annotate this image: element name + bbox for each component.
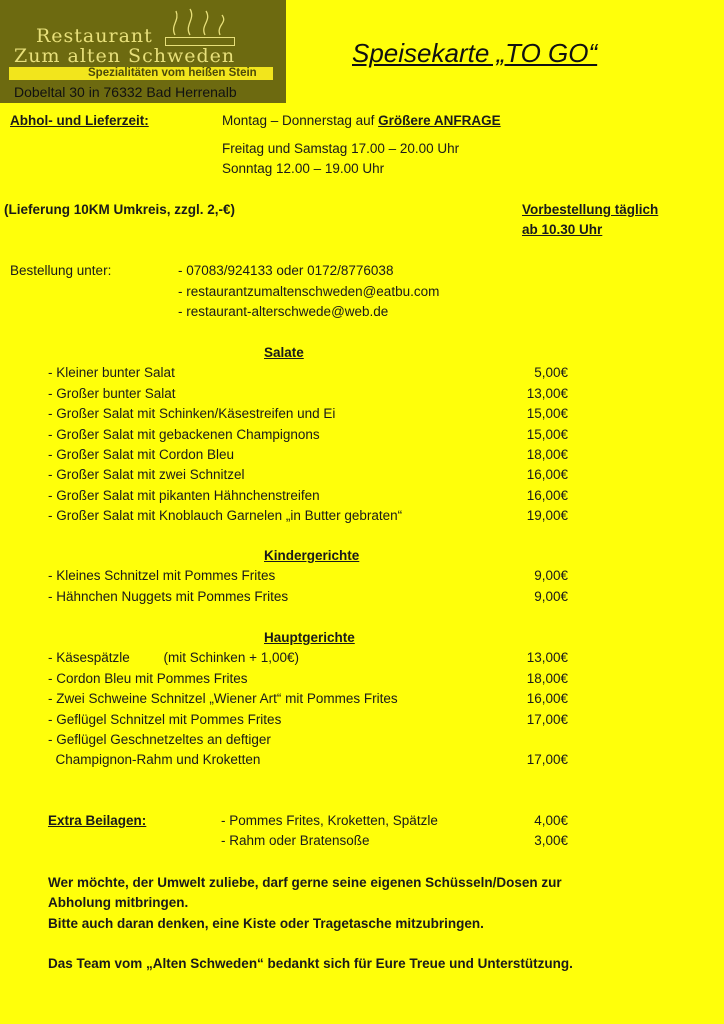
menu-item-name: - Großer Salat mit zwei Schnitzel [48, 467, 245, 483]
menu-item-price: 9,00€ [534, 568, 568, 584]
section-heading: Salate [264, 345, 304, 360]
hours-label: Abhol- und Lieferzeit: [10, 113, 149, 128]
note-line: Das Team vom „Alten Schweden“ bedankt sich für Eure Treue und Unterstützung. [48, 956, 573, 971]
menu-item-name: - Geflügel Geschnetzeltes an deftiger [48, 732, 271, 747]
extra-item-price: 4,00€ [534, 813, 568, 828]
menu-item-price: 19,00€ [526, 508, 568, 524]
menu-item-price: 18,00€ [526, 447, 568, 462]
order-label: Bestellung unter: [10, 263, 112, 278]
extra-item-price: 3,00€ [534, 833, 568, 849]
order-email1: - restaurantzumaltenschweden@eatbu.com [178, 284, 440, 299]
hours-line3: Sonntag 12.00 – 19.00 Uhr [222, 161, 385, 176]
preorder-line2: ab 10.30 Uhr [522, 222, 603, 237]
order-phone: - 07083/924133 oder 0172/8776038 [178, 263, 394, 278]
menu-item-name: - Großer Salat mit Cordon Bleu [48, 447, 235, 462]
logo-address: Dobeltal 30 in 76332 Bad Herrenalb [14, 84, 237, 100]
menu-item-price: 17,00€ [526, 711, 568, 727]
extra-item-name: - Pommes Frites, Kroketten, Spätzle [221, 813, 438, 828]
note-line: Abholung mitbringen. [48, 895, 189, 910]
hours-line1-emph: Größere ANFRAGE [378, 113, 501, 128]
menu-item-price: 13,00€ [526, 650, 568, 666]
menu-item-name: - Kleines Schnitzel mit Pommes Frites [48, 568, 276, 584]
note-line: Bitte auch daran denken, eine Kiste oder Tragetasche mitzubringen. [48, 916, 484, 931]
menu-item-name: - Hähnchen Nuggets mit Pommes Frites [48, 588, 289, 604]
menu-item-name: - Großer Salat mit Knoblauch Garnelen „in Butter gebraten“ [48, 508, 403, 524]
order-email2: - restaurant-alterschwede@web.de [178, 304, 389, 319]
menu-item-name: - Großer bunter Salat [48, 385, 176, 401]
menu-item-name: - Zwei Schweine Schnitzel „Wiener Art“ mit Pommes Frites [48, 691, 398, 707]
restaurant-logo [0, 0, 286, 103]
page-title: Speisekarte „TO GO“ [352, 38, 598, 68]
menu-item-price: 9,00€ [534, 588, 568, 604]
menu-item-price: 17,00€ [526, 752, 568, 768]
preorder-line1: Vorbestellung täglich [522, 202, 659, 217]
logo-line2: Zum alten Schweden [14, 45, 236, 67]
menu-item-name: - Geflügel Schnitzel mit Pommes Frites [48, 711, 282, 727]
logo-tagline: Spezialitäten vom heißen Stein [88, 67, 257, 79]
section-heading: Hauptgerichte [264, 630, 355, 645]
menu-item-price: 16,00€ [526, 467, 568, 483]
menu-item-name: - Großer Salat mit pikanten Hähnchenstreifen [48, 487, 320, 503]
menu-item-price: 18,00€ [526, 670, 568, 686]
menu-item-name: - Cordon Bleu mit Pommes Frites [48, 670, 248, 686]
menu-item-price: 16,00€ [526, 691, 568, 707]
flame-icon [170, 8, 230, 36]
menu-item-name: Champignon-Rahm und Kroketten [48, 752, 261, 768]
menu-item-name: - Großer Salat mit Schinken/Käsestreifen und Ei [48, 406, 336, 422]
note-line: Wer möchte, der Umwelt zuliebe, darf gerne seine eigenen Schüsseln/Dosen zur [48, 875, 562, 890]
extra-item-name: - Rahm oder Bratensoße [221, 833, 370, 849]
extras-label: Extra Beilagen: [48, 813, 147, 828]
logo-line1: Restaurant [36, 25, 153, 47]
menu-item-name: - Großer Salat mit gebackenen Champignons [48, 426, 320, 442]
menu-item-price: 16,00€ [526, 487, 568, 503]
menu-item-name: - Käsespätzle (mit Schinken + 1,00€) [48, 650, 299, 666]
menu-item-price: 15,00€ [526, 426, 568, 442]
hours-line2: Freitag und Samstag 17.00 – 20.00 Uhr [222, 141, 460, 156]
section-heading: Kindergerichte [264, 548, 360, 563]
hours-line1-prefix: Montag – Donnerstag auf [222, 113, 379, 128]
menu-item-price: 13,00€ [526, 385, 568, 401]
hours-line1 [222, 112, 501, 130]
delivery-note: (Lieferung 10KM Umkreis, zzgl. 2,-€) [4, 202, 236, 217]
menu-item-name: - Kleiner bunter Salat [48, 365, 175, 381]
menu-item-price: 15,00€ [526, 406, 568, 422]
menu-item-price: 5,00€ [534, 365, 568, 381]
